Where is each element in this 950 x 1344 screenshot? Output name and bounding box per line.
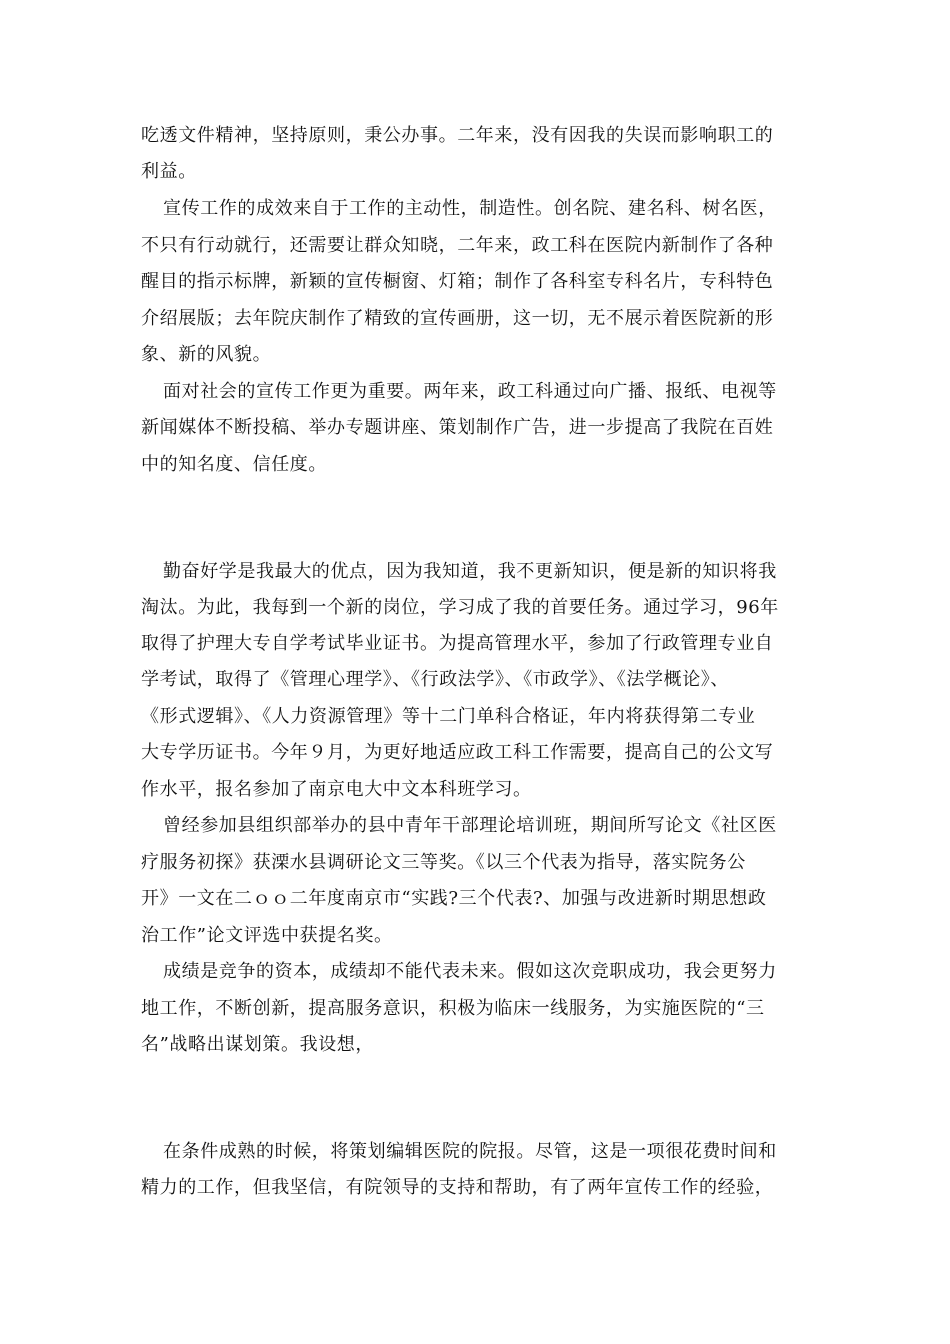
paragraph-line: 象、新的风貌。 <box>141 344 272 365</box>
paragraph-line: 中的知名度、信任度。 <box>141 454 327 475</box>
paragraph-line: 取得了护理大专自学考试毕业证书。为提高管理水平，参加了行政管理专业自 <box>141 633 774 654</box>
paragraph-line: 名”战略出谋划策。我设想， <box>141 1034 375 1055</box>
paragraph-line: 勤奋好学是我最大的优点，因为我知道，我不更新知识，便是新的知识将我 <box>163 561 777 582</box>
paragraph-line: 成绩是竞争的资本，成绩却不能代表未来。假如这次竞职成功，我会更努力 <box>163 961 777 982</box>
paragraph-line: 介绍展版；去年院庆制作了精致的宣传画册，这一切，无不展示着医院新的形 <box>141 308 774 329</box>
paragraph-line: 《形式逻辑》、《人力资源管理》等十二门单科合格证，年内将获得第二专业 <box>141 706 756 727</box>
paragraph-line: 醒目的指示标牌，新颖的宣传橱窗、灯箱；制作了各科室专科名片，专科特色 <box>141 271 774 292</box>
paragraph-line: 开》一文在二ｏｏ二年度南京市“实践?三个代表?、加强与改进新时期思想政 <box>141 888 767 909</box>
paragraph-line: 在条件成熟的时候，将策划编辑医院的院报。尽管，这是一项很花费时间和 <box>163 1141 777 1162</box>
paragraph-line: 新闻媒体不断投稿、举办专题讲座、策划制作广告，进一步提高了我院在百姓 <box>141 417 774 438</box>
paragraph-line: 吃透文件精神，坚持原则，秉公办事。二年来，没有因我的失误而影响职工的 <box>141 125 774 146</box>
paragraph-line: 利益。 <box>141 161 197 182</box>
paragraph-line: 淘汰。为此，我每到一个新的岗位，学习成了我的首要任务。通过学习，96年 <box>141 597 779 618</box>
paragraph-line: 治工作”论文评选中获提名奖。 <box>141 925 393 946</box>
paragraph-line: 面对社会的宣传工作更为重要。两年来，政工科通过向广播、报纸、电视等 <box>163 381 777 402</box>
paragraph-line: 宣传工作的成效来自于工作的主动性，制造性。创名院、建名科、树名医， <box>163 198 777 219</box>
paragraph-line: 不只有行动就行，还需要让群众知晓，二年来，政工科在医院内新制作了各种 <box>141 235 774 256</box>
paragraph-line: 作水平，报名参加了南京电大中文本科班学习。 <box>141 779 532 800</box>
paragraph-line: 曾经参加县组织部举办的县中青年干部理论培训班，期间所写论文《社区医 <box>163 815 777 836</box>
paragraph-line: 疗服务初探》获溧水县调研论文三等奖。《以三个代表为指导，落实院务公 <box>141 852 746 873</box>
paragraph-line: 精力的工作，但我坚信，有院领导的支持和帮助，有了两年宣传工作的经验， <box>141 1177 774 1198</box>
paragraph-line: 大专学历证书。今年９月，为更好地适应政工科工作需要，提高自己的公文写 <box>141 742 774 763</box>
paragraph-line: 学考试，取得了《管理心理学》、《行政法学》、《市政学》、《法学概论》、 <box>141 669 729 690</box>
paragraph-line: 地工作，不断创新，提高服务意识，积极为临床一线服务，为实施医院的“三 <box>141 998 765 1019</box>
